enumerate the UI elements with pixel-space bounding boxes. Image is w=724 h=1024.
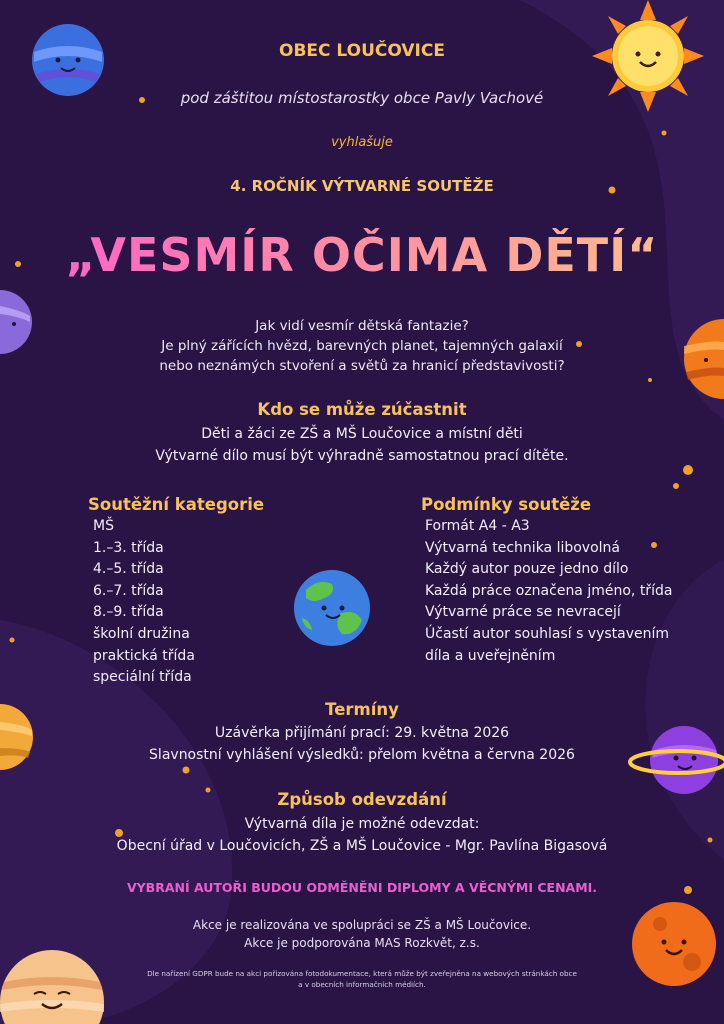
deadline-line: Slavnostní vyhlášení výsledků: přelom května a června 2026 [149,746,575,763]
intro-line: Jak vidí vesmír dětská fantazie? [255,318,469,334]
eligibility-line: Výtvarné dílo musí být výhradně samostatnou prací dítěte. [155,447,569,464]
gdpr-line: a v obecních informačních médiích. [298,980,426,989]
intro-line: Je plný zářících hvězd, barevných planet, tajemných galaxií [161,338,563,354]
eligibility-text [0,424,724,467]
gdpr-notice [0,968,724,990]
list-item: 1.–3. třída [93,539,164,556]
announces: vyhlašuje [331,135,393,150]
deadlines-text [0,723,724,766]
partners [0,916,724,952]
partner-line: Akce je realizována ve spolupráci se ZŠ a MŠ Loučovice. [192,918,532,932]
list-item: Formát A4 - A3 [425,518,530,534]
list-item: praktická třída [93,647,195,664]
intro [0,316,724,376]
submission-line: Obecní úřad v Loučovicích, ZŠ a MŠ Loučovice - Mgr. Pavlína Bigasová [116,837,608,854]
conditions-heading: Podmínky soutěže [421,495,592,514]
deadlines-heading: Termíny [325,700,399,719]
submission-line: Výtvarná díla je možné odevzdat: [244,816,480,832]
organizer: OBEC LOUČOVICE [279,41,445,61]
list-item: Každý autor pouze jedno dílo [425,561,629,578]
categories-list [93,516,195,689]
submission-text [0,814,724,857]
list-item: školní družina [93,625,190,642]
edition: 4. ROČNÍK VÝTVARNÉ SOUTĚŽE [230,177,494,195]
submission-heading: Způsob odevzdání [277,790,447,809]
list-item: Účastí autor souhlasí s vystavením [425,625,670,642]
eligibility-heading: Kdo se může zúčastnit [257,400,467,419]
earth-icon [292,568,372,648]
gdpr-line: Dle nařízení GDPR bude na akci pořizována fotodokumentace, která může být zveřejněna na webových stránkách obce [147,969,577,978]
list-item: Výtvarná technika libovolná [425,539,621,556]
list-item: díla a uveřejněním [425,647,556,664]
list-item: 6.–7. třída [93,582,164,599]
page-title: „VESMÍR OČIMA DĚTÍ“ [0,228,724,282]
list-item: 4.–5. třída [93,561,164,578]
list-item: Každá práce označena jméno, třída [425,582,673,599]
partner-line: Akce je podporována MAS Rozkvět, z.s. [244,936,480,950]
conditions-list [425,516,672,667]
prizes-announcement: VYBRANÍ AUTOŘI BUDOU ODMĚNĚNI DIPLOMY A VĚCNÝMI CENAMI. [126,880,598,895]
list-item: Výtvarné práce se nevracejí [425,604,621,621]
list-item: MŠ [93,518,114,534]
patronage: pod záštitou místostarostky obce Pavly Vachové [180,89,544,107]
eligibility-line: Děti a žáci ze ZŠ a MŠ Loučovice a místní děti [201,426,523,442]
list-item: speciální třída [93,669,192,686]
list-item: 8.–9. třída [93,604,164,621]
deadline-line: Uzávěrka přijímání prací: 29. května 2026 [214,725,510,741]
intro-line: nebo neznámých stvoření a světů za hranicí představivosti? [159,358,565,374]
categories-heading: Soutěžní kategorie [88,495,265,514]
